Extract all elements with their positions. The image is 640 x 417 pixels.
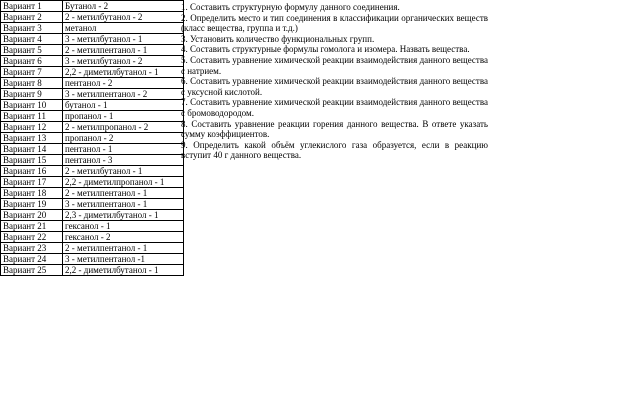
variant-name-cell: Вариант 9	[1, 89, 63, 100]
variant-row	[1, 133, 184, 144]
variant-row	[1, 12, 184, 23]
variant-compound-cell: 3 - метилбутанол - 2	[63, 56, 184, 67]
variant-name-cell: Вариант 11	[1, 111, 63, 122]
variant-row	[1, 199, 184, 210]
variant-row	[1, 111, 184, 122]
task-item: 3. Установить количество функциональных групп.	[181, 33, 375, 44]
variant-compound-cell: 2 - метилпентанол - 1	[63, 188, 184, 199]
variant-compound-cell: 2,2 - диметилбутанол - 1	[63, 67, 184, 78]
task-item: 2. Определить место и тип соединения в классификации органических веществ (класс вещества, группа и т.д.)	[181, 12, 488, 34]
variant-row	[1, 210, 184, 221]
variant-compound-cell: пентанол - 1	[63, 144, 184, 155]
variant-row	[1, 56, 184, 67]
variant-row	[1, 177, 184, 188]
variant-compound-cell: пропанол - 1	[63, 111, 184, 122]
variant-row	[1, 265, 184, 276]
variant-compound-cell: метанол	[63, 23, 184, 34]
variant-name-cell: Вариант 4	[1, 34, 63, 45]
variant-name-cell: Вариант 20	[1, 210, 63, 221]
variant-row	[1, 144, 184, 155]
variant-compound-cell: пентанол - 3	[63, 155, 184, 166]
variant-compound-cell: гексанол - 1	[63, 221, 184, 232]
task-item: 9. Определить какой объём углекислого газа образуется, если в реакцию вступит 40 г данного вещества.	[181, 139, 488, 161]
variant-name-cell: Вариант 15	[1, 155, 63, 166]
task-item: 5. Составить уравнение химической реакции взаимодействия данного вещества с натрием.	[181, 54, 488, 76]
variant-row	[1, 78, 184, 89]
variant-name-cell: Вариант 24	[1, 254, 63, 265]
variant-compound-cell: 3 - метилбутанол - 1	[63, 34, 184, 45]
variant-compound-cell: Бутанол - 2	[63, 1, 184, 12]
variants-table-body	[1, 1, 184, 276]
variant-name-cell: Вариант 23	[1, 243, 63, 254]
variant-row	[1, 1, 184, 12]
variant-name-cell: Вариант 12	[1, 122, 63, 133]
variant-name-cell: Вариант 3	[1, 23, 63, 34]
variant-compound-cell: 3 - метилпентанол -1	[63, 254, 184, 265]
task-list	[181, 2, 488, 161]
variant-name-cell: Вариант 13	[1, 133, 63, 144]
variant-row	[1, 67, 184, 78]
variant-name-cell: Вариант 21	[1, 221, 63, 232]
variant-compound-cell: 2,2 - диметилбутанол - 1	[63, 265, 184, 276]
variant-compound-cell: 2,2 - диметилпропанол - 1	[63, 177, 184, 188]
variant-compound-cell: 2 - метилпропанол - 2	[63, 122, 184, 133]
variant-compound-cell: пропанол - 2	[63, 133, 184, 144]
variant-row	[1, 155, 184, 166]
variant-name-cell: Вариант 14	[1, 144, 63, 155]
variant-name-cell: Вариант 8	[1, 78, 63, 89]
task-item: 6. Составить уравнение химической реакции взаимодействия данного вещества с уксусной кислотой.	[181, 76, 488, 97]
variant-compound-cell: 2,3 - диметилбутанол - 1	[63, 210, 184, 221]
variant-row	[1, 254, 184, 265]
task-item: 1. Составить структурную формулу данного соединения.	[181, 2, 400, 12]
variant-row	[1, 89, 184, 100]
variant-row	[1, 166, 184, 177]
variant-compound-cell: 2 - метилбутанол - 1	[63, 166, 184, 177]
variant-name-cell: Вариант 22	[1, 232, 63, 243]
variant-name-cell: Вариант 6	[1, 56, 63, 67]
variant-row	[1, 188, 184, 199]
variant-compound-cell: 2 - метилбутанол - 2	[63, 12, 184, 23]
variant-row	[1, 100, 184, 111]
variant-row	[1, 232, 184, 243]
task-item: 7. Составить уравнение химической реакции взаимодействия данного вещества с бромоводородом.	[181, 97, 488, 118]
variant-name-cell: Вариант 16	[1, 166, 63, 177]
variant-row	[1, 243, 184, 254]
variant-compound-cell: пентанол - 2	[63, 78, 184, 89]
variant-name-cell: Вариант 25	[1, 265, 63, 276]
variant-name-cell: Вариант 5	[1, 45, 63, 56]
variant-name-cell: Вариант 10	[1, 100, 63, 111]
variant-compound-cell: 3 - метилпентанол - 1	[63, 199, 184, 210]
variant-row	[1, 221, 184, 232]
variant-name-cell: Вариант 18	[1, 188, 63, 199]
task-item: 8. Составить уравнение реакции горения данного вещества. В ответе указать сумму коэффициентов.	[181, 118, 488, 140]
variant-row	[1, 122, 184, 133]
variants-table	[0, 0, 184, 276]
variant-name-cell: Вариант 19	[1, 199, 63, 210]
variant-row	[1, 34, 184, 45]
variant-name-cell: Вариант 17	[1, 177, 63, 188]
variant-name-cell: Вариант 1	[1, 1, 63, 12]
task-item: 4. Составить структурные формулы гомолога и изомера. Назвать вещества.	[181, 44, 470, 55]
variant-compound-cell: 2 - метилпентанол - 1	[63, 45, 184, 56]
variant-compound-cell: 2 - метилпентанол - 1	[63, 243, 184, 254]
variant-name-cell: Вариант 2	[1, 12, 63, 23]
variant-name-cell: Вариант 7	[1, 67, 63, 78]
variant-row	[1, 23, 184, 34]
variant-row	[1, 45, 184, 56]
variant-compound-cell: бутанол - 1	[63, 100, 184, 111]
variant-compound-cell: 3 - метилпентанол - 2	[63, 89, 184, 100]
variant-compound-cell: гексанол - 2	[63, 232, 184, 243]
